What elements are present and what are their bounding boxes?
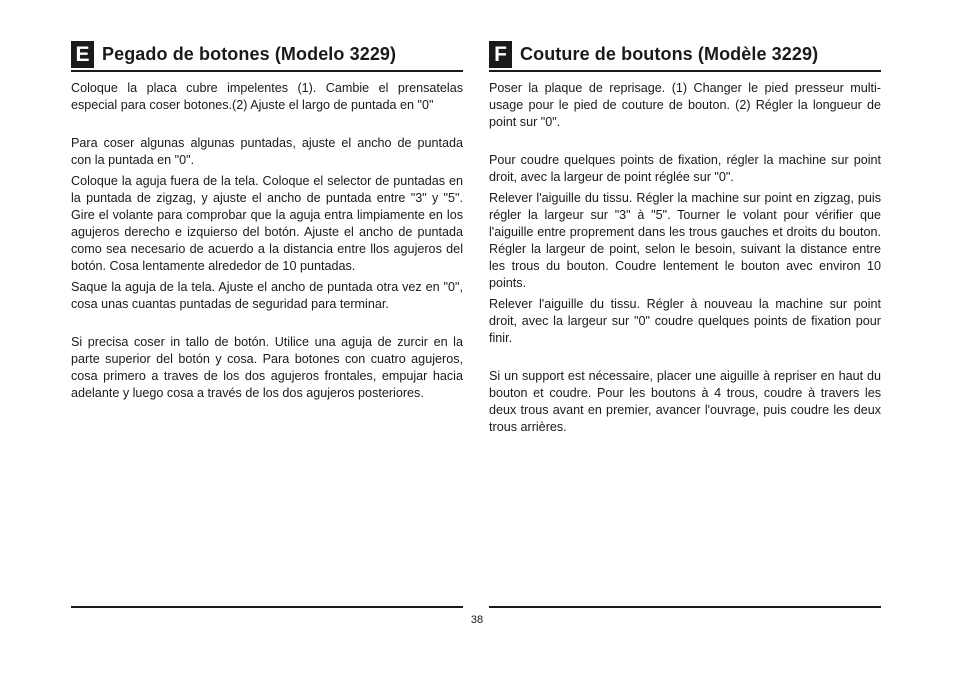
spanish-paragraph: Coloque la placa cubre impelentes (1). Cambie el prensatelas especial para coser botones.(2) Ajuste el largo de puntada en "0" xyxy=(71,81,463,112)
spanish-paragraph: Si precisa coser in tallo de botón. Utilice una aguja de zurcir en la parte superior del botón y cosa. Para botones con cuatro agujeros, cosa primero a traves de los dos agujeros frontales, empujar hacia adelante y luego cosa a través de los dos agujeros posteriores. xyxy=(71,335,463,400)
french-body xyxy=(489,80,881,436)
spanish-paragraph: Saque la aguja de la tela. Ajuste el ancho de puntada otra vez en "0", cosa unas cuantas puntadas de seguridad para terminar. xyxy=(71,280,463,311)
page-number: 38 xyxy=(470,614,484,626)
spanish-title: Pegado de botones (Modelo 3229) xyxy=(102,44,397,64)
spanish-paragraph: Coloque la aguja fuera de la tela. Coloque el selector de puntadas en la puntada de zigzag, y ajuste el ancho de puntada entre "3" y "5". Gire el volante para comprobar que la aguja entra limpiamente en los agujeros derecho e izquierso del botón. Ajuste el ancho de puntada como sea necesario de acuerdo a la distancia entre llos agujeros del botón. Cosa lentamente alrededor de 10 puntadas. xyxy=(71,174,463,273)
language-badge-e: E xyxy=(71,41,94,68)
spanish-section xyxy=(71,40,463,402)
spanish-body xyxy=(71,80,463,402)
french-title: Couture de boutons (Modèle 3229) xyxy=(520,44,819,64)
french-paragraph: Si un support est nécessaire, placer une aiguille à repriser en haut du bouton et coudre. Pour les boutons à 4 trous, coudre à travers les deux trous avant en premier, avancer l'ouvrage, puis coudre les deux trous arrières. xyxy=(489,369,881,434)
footer-rule-right xyxy=(489,606,881,608)
spanish-paragraph: Para coser algunas algunas puntadas, ajuste el ancho de puntada con la puntada en "0". xyxy=(71,136,463,167)
french-section xyxy=(489,40,881,436)
french-paragraph: Relever l'aiguille du tissu. Régler la machine sur point en zigzag, puis régler la largeur sur "3" à "5". Tourner le volant pour vérifier que l'aiguille entre proprement dans les trous gauches et droits du bouton. Régler la largeur de point, selon le besoin, suivant la distance entre les trous du bouton. Coudre lentement le bouton avec environ 10 points. xyxy=(489,191,881,290)
french-paragraph: Relever l'aiguille du tissu. Régler à nouveau la machine sur point droit, avec la largeur sur "0" coudre quelques points de fixation pour finir. xyxy=(489,297,881,345)
footer-rule-left xyxy=(71,606,463,608)
french-paragraph: Pour coudre quelques points de fixation, régler la machine sur point droit, avec la largeur de point réglée sur "0". xyxy=(489,153,881,184)
spanish-heading xyxy=(71,40,463,72)
french-paragraph: Poser la plaque de reprisage. (1) Changer le pied presseur multi-usage pour le pied de couture de bouton. (2) Régler la longueur de point sur "0". xyxy=(489,81,881,129)
french-heading xyxy=(489,40,881,72)
language-badge-f: F xyxy=(489,41,512,68)
